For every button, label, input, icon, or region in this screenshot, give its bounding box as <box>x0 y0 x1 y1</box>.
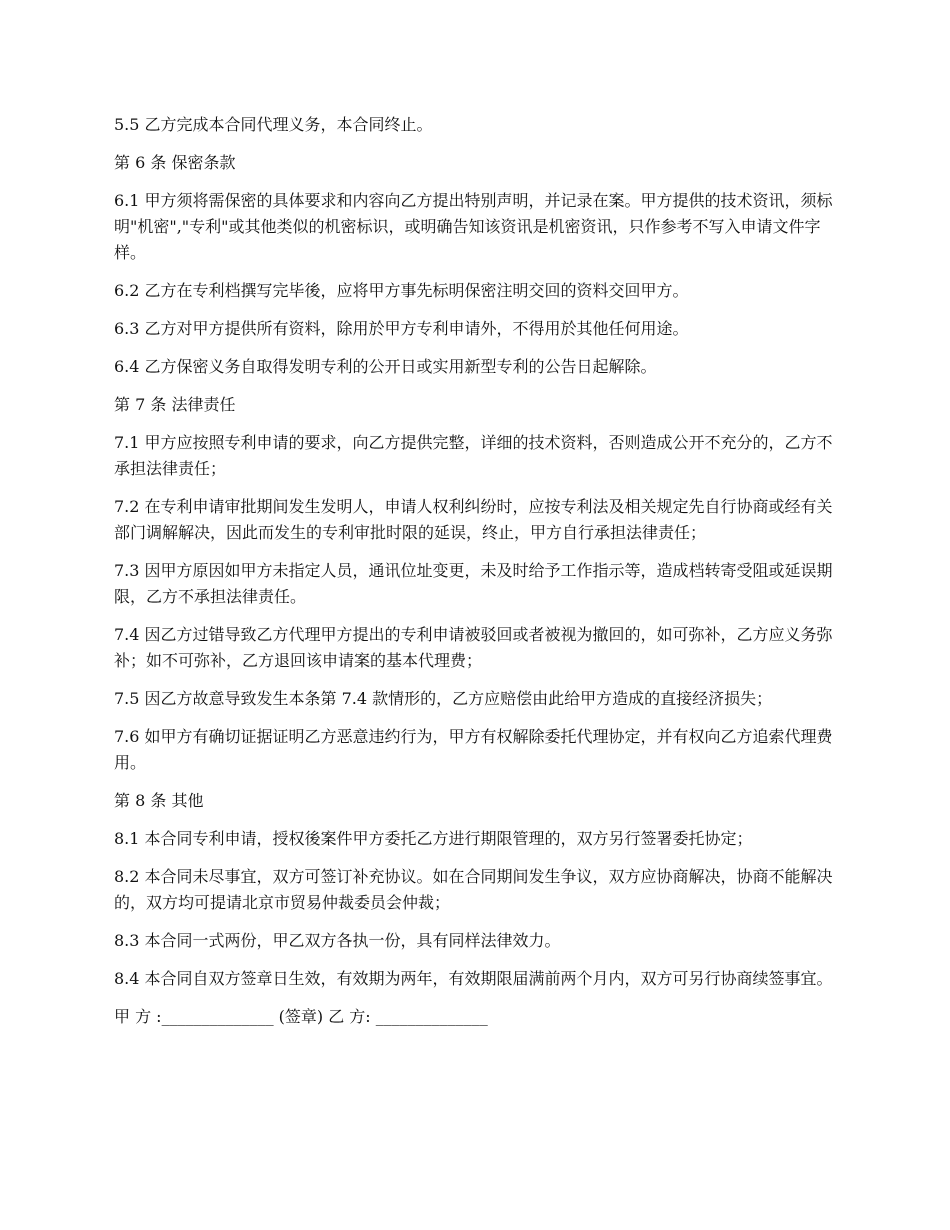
clause-6-4: 6.4 乙方保密义务自取得发明专利的公开日或实用新型专利的公告日起解除。 <box>114 357 657 376</box>
clause-8-1: 8.1 本合同专利申请，授权後案件甲方委托乙方进行期限管理的，双方另行签署委托协定； <box>114 829 753 848</box>
clause-7-6: 7.6 如甲方有确切证据证明乙方恶意违约行为，甲方有权解除委托代理协定，并有权向乙方追索代理费用。 <box>114 727 833 772</box>
clause-7-1: 7.1 甲方应按照专利申请的要求，向乙方提供完整，详细的技术资料，否则造成公开不充分的，乙方不承担法律责任； <box>114 433 833 478</box>
clause-8-3: 8.3 本合同一式两份，甲乙双方各执一份，具有同样法律效力。 <box>114 931 561 950</box>
clause-5-5: 5.5 乙方完成本合同代理义务，本合同终止。 <box>114 115 433 134</box>
clause-6-1: 6.1 甲方须将需保密的具体要求和内容向乙方提出特别声明，并记录在案。甲方提供的技术资讯，须标明"机密","专利"或其他类似的机密标识，或明确告知该资讯是机密资讯，只作参考不写入申请文件字样。 <box>114 191 833 262</box>
clause-7-5: 7.5 因乙方故意导致发生本条第 7.4 款情形的，乙方应赔偿由此给甲方造成的直接经济损失； <box>114 689 773 708</box>
clause-6-3: 6.3 乙方对甲方提供所有资料，除用於甲方专利申请外，不得用於其他任何用途。 <box>114 319 689 338</box>
signature-line: 甲 方 :______________ (签章) 乙 方: ______________ <box>114 1007 488 1026</box>
article-7-heading: 第 7 条 法律责任 <box>114 395 236 414</box>
clause-6-2: 6.2 乙方在专利档撰写完毕後，应将甲方事先标明保密注明交回的资料交回甲方。 <box>114 281 689 300</box>
clause-7-2: 7.2 在专利申请审批期间发生发明人，申请人权利纠纷时，应按专利法及相关规定先自行协商或经有关部门调解解决，因此而发生的专利审批时限的延误，终止，甲方自行承担法律责任； <box>114 497 833 542</box>
article-8-heading: 第 8 条 其他 <box>114 791 204 810</box>
clause-7-3: 7.3 因甲方原因如甲方未指定人员，通讯位址变更，未及时给予工作指示等，造成档转寄受阻或延误期限，乙方不承担法律责任。 <box>114 561 833 606</box>
article-6-heading: 第 6 条 保密条款 <box>114 153 236 172</box>
clause-8-2: 8.2 本合同未尽事宜，双方可签订补充协议。如在合同期间发生争议，双方应协商解决，协商不能解决的，双方均可提请北京市贸易仲裁委员会仲裁； <box>114 867 833 912</box>
clause-8-4: 8.4 本合同自双方签章日生效，有效期为两年，有效期限届满前两个月内，双方可另行协商续签事宜。 <box>114 969 833 988</box>
clause-7-4: 7.4 因乙方过错导致乙方代理甲方提出的专利申请被驳回或者被视为撤回的，如可弥补，乙方应义务弥补；如不可弥补，乙方退回该申请案的基本代理费； <box>114 625 833 670</box>
